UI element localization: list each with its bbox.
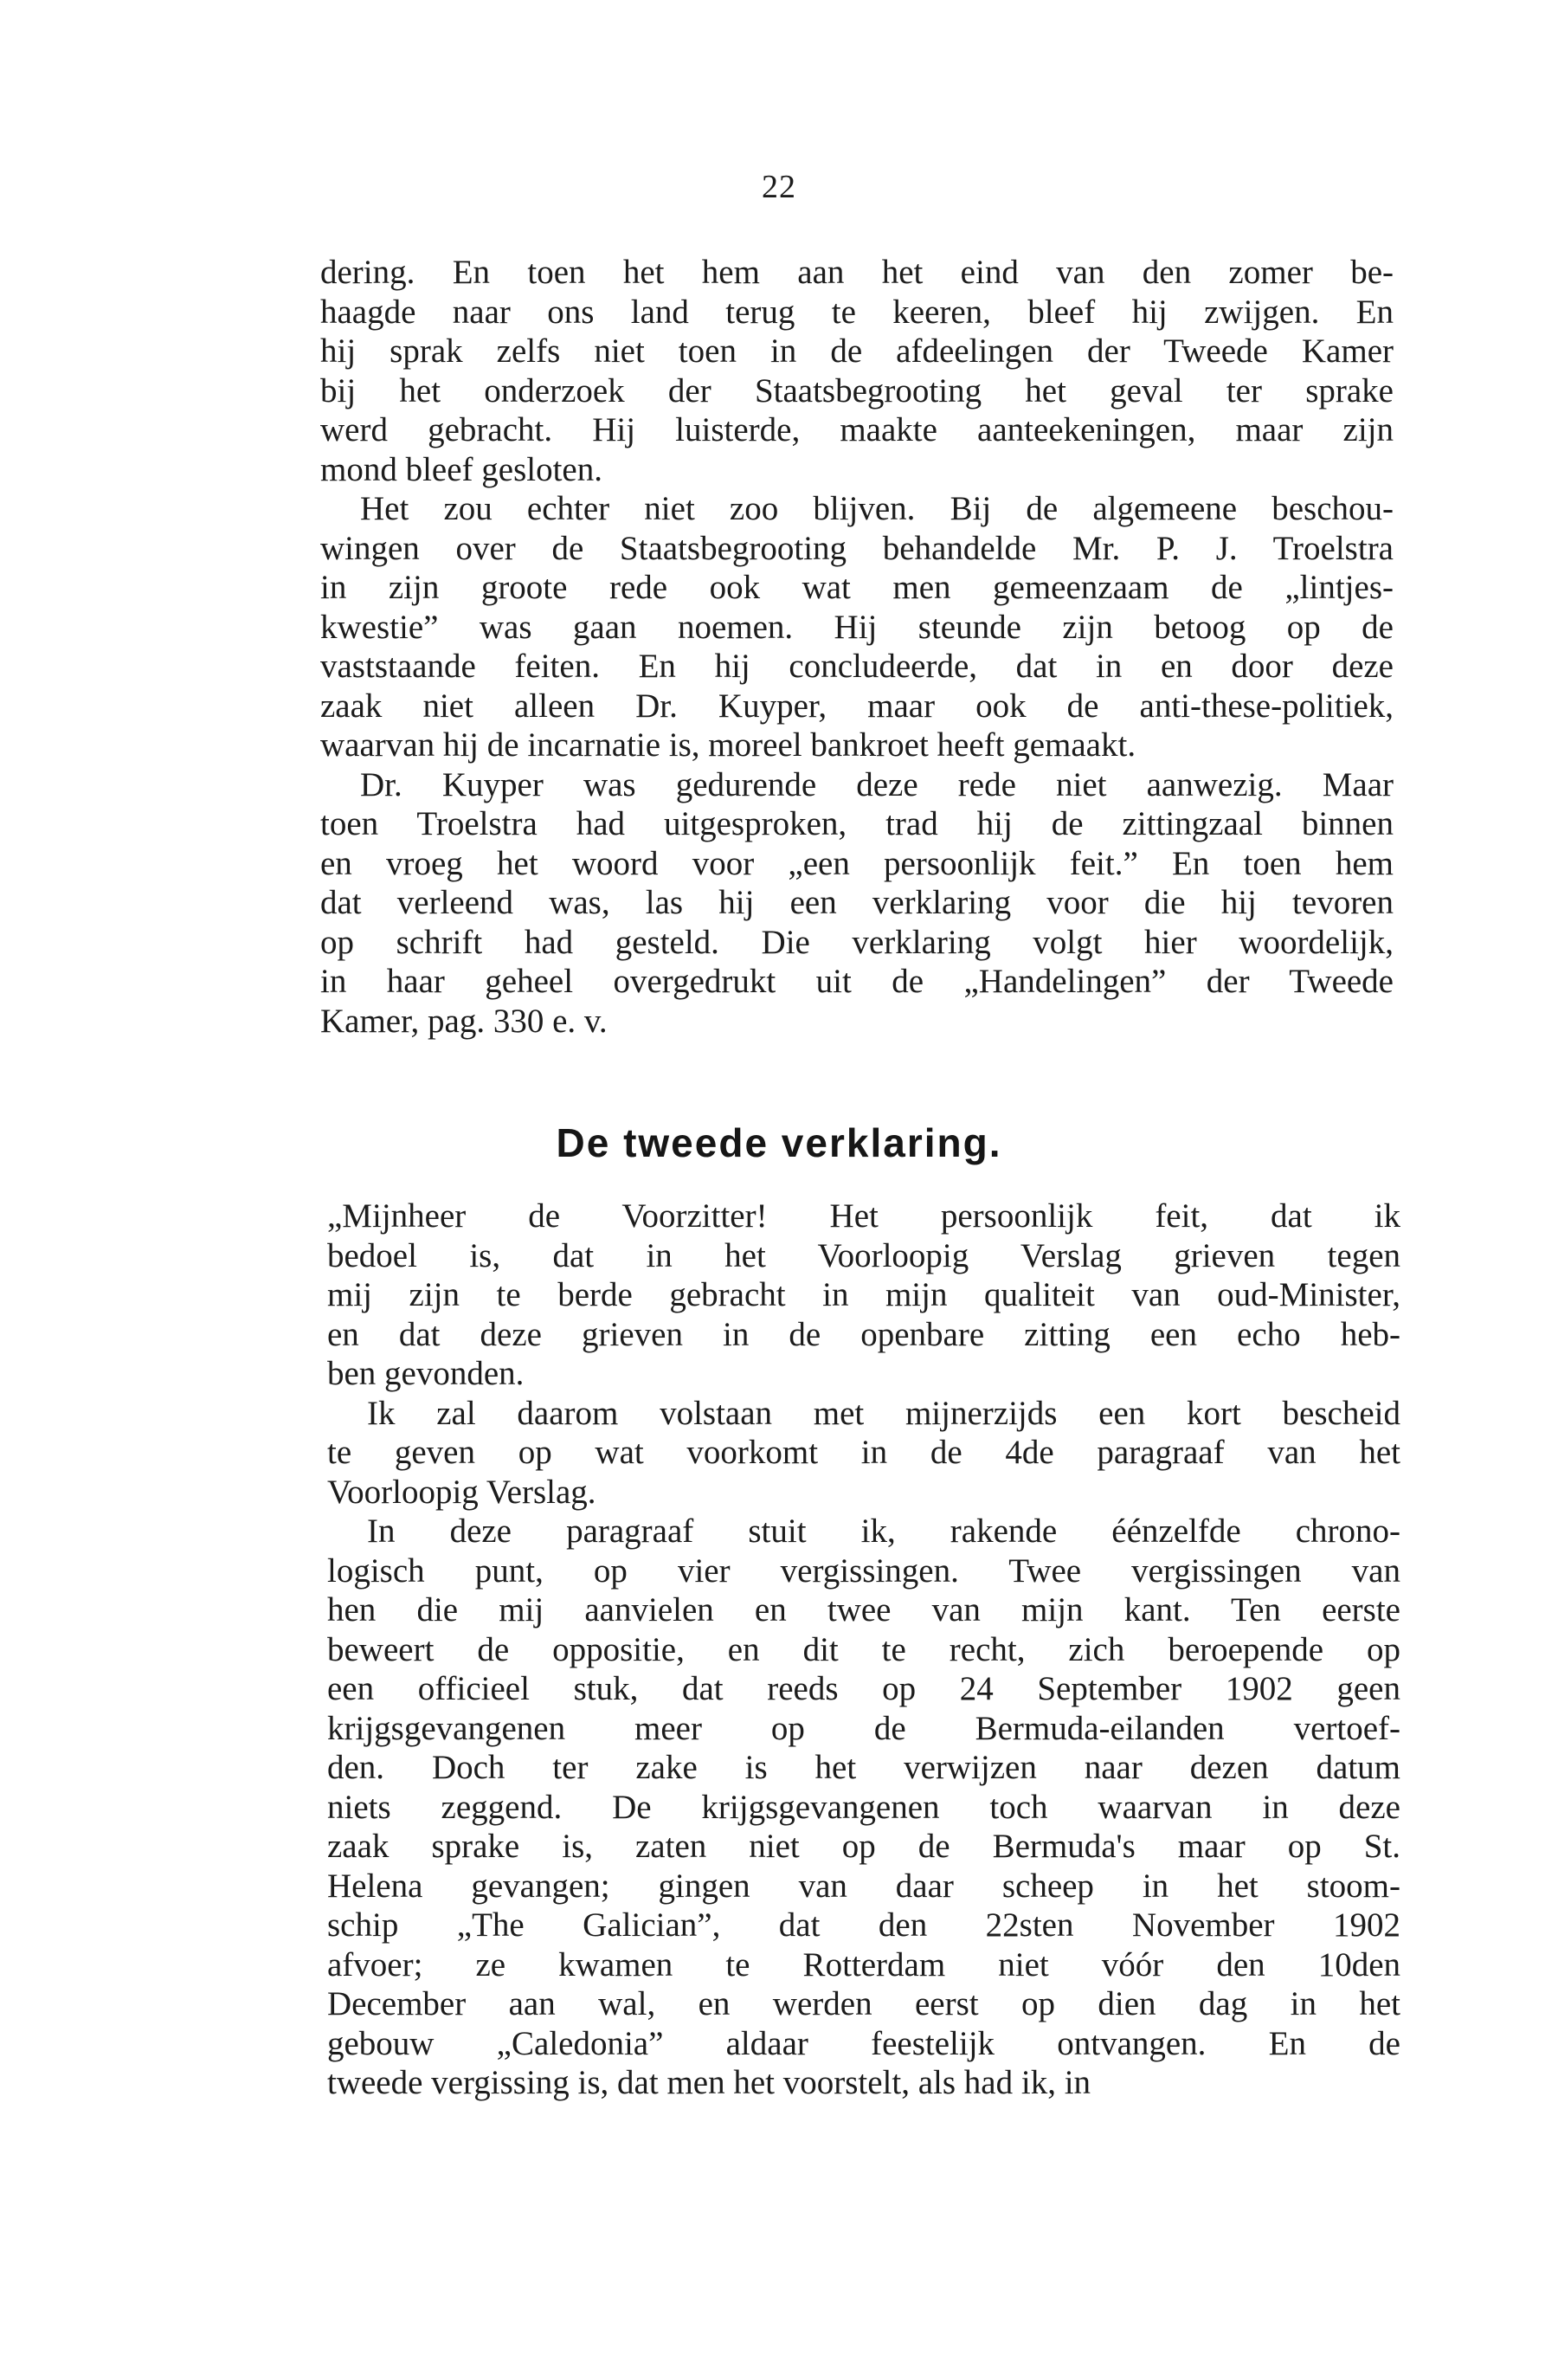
text-line: Helena gevangen; gingen van daar scheep in het stoom- [327, 1867, 1400, 1905]
text-line: en vroeg het woord voor „een persoonlijk feit.” En toen hem [320, 844, 1394, 882]
text-line: mij zijn te berde gebracht in mijn qualiteit van oud-Minister, [327, 1276, 1400, 1313]
text-line: dering. En toen het hem aan het eind van den zomer be- [320, 254, 1394, 291]
text-line: bij het onderzoek der Staatsbegrooting het geval ter sprake [320, 371, 1394, 410]
body-text-upper [320, 253, 1394, 1041]
text-line: Ik zal daarom volstaan met mijnerzijds een kort bescheid [367, 1394, 1400, 1432]
text-line: hij sprak zelfs niet toen in de afdeelingen der Tweede Kamer [320, 332, 1394, 370]
text-line: ben gevonden. [327, 1355, 525, 1392]
text-line: Kamer, pag. 330 e. v. [320, 1002, 608, 1040]
text-line: toen Troelstra had uitgesproken, trad hij de zittingzaal binnen [320, 805, 1394, 842]
page-number: 22 [762, 169, 796, 205]
section-heading: De tweede verklaring. [556, 1120, 1002, 1165]
text-line: hen die mij aanvielen en twee van mijn kant. Ten eerste [327, 1591, 1400, 1629]
text-line: zaak sprake is, zaten niet op de Bermuda's maar op St. [327, 1828, 1400, 1865]
text-line: den. Doch ter zake is het verwijzen naar dezen datum [327, 1749, 1400, 1786]
text-line: vaststaande feiten. En hij concludeerde, dat in en door deze [320, 648, 1394, 685]
text-line: In deze paragraaf stuit ik, rakende éénzelfde chrono- [367, 1512, 1400, 1550]
text-line: krijgsgevangenen meer op de Bermuda-eilanden vertoef- [327, 1709, 1400, 1747]
text-line: logisch punt, op vier vergissingen. Twee vergissingen van [327, 1551, 1400, 1590]
text-line: afvoer; ze kwamen te Rotterdam niet vóór den 10den [327, 1945, 1400, 1983]
text-line: dat verleend was, las hij een verklaring voor die hij tevoren [320, 884, 1394, 921]
text-line: niets zeggend. De krijgsgevangenen toch waarvan in deze [327, 1788, 1400, 1826]
text-line: December aan wal, en werden eerst op dien dag in het [327, 1985, 1400, 2022]
text-line: beweert de oppositie, en dit te recht, zich beroepende op [327, 1630, 1400, 1668]
text-line: Het zou echter niet zoo blijven. Bij de algemeene beschou- [360, 490, 1394, 527]
text-line: op schrift had gesteld. Die verklaring volgt hier woordelijk, [320, 923, 1394, 961]
text-line: een officieel stuk, dat reeds op 24 September 1902 geen [327, 1670, 1400, 1707]
text-line: werd gebracht. Hij luisterde, maakte aanteekeningen, maar zijn [320, 411, 1394, 448]
text-line: gebouw „Caledonia” aldaar feestelijk ontvangen. En de [327, 2024, 1400, 2062]
body-text-lower [327, 1196, 1400, 2103]
text-line: mond bleef gesloten. [320, 450, 602, 488]
text-line: in haar geheel overgedrukt uit de „Handelingen” der Tweede [320, 963, 1394, 1000]
text-line: schip „The Galician”, dat den 22sten November 1902 [327, 1906, 1400, 1944]
text-line: Dr. Kuyper was gedurende deze rede niet aanwezig. Maar [360, 765, 1394, 803]
text-line: bedoel is, dat in het Voorloopig Verslag grieven tegen [327, 1236, 1400, 1274]
text-line: en dat deze grieven in de openbare zitting een echo heb- [327, 1315, 1400, 1353]
text-line: waarvan hij de incarnatie is, moreel bankroet heeft gemaakt. [320, 726, 1136, 764]
text-line: wingen over de Staatsbegrooting behandelde Mr. P. J. Troelstra [320, 529, 1394, 567]
text-line: tweede vergissing is, dat men het voorstelt, als had ik, in [327, 2064, 1091, 2101]
text-line: Voorloopig Verslag. [327, 1473, 596, 1511]
text-line: in zijn groote rede ook wat men gemeenzaam de „lintjes- [320, 569, 1394, 606]
text-line: haagde naar ons land terug te keeren, bleef hij zwijgen. En [320, 293, 1394, 331]
text-line: „Mijnheer de Voorzitter! Het persoonlijk feit, dat ik [327, 1197, 1400, 1235]
text-line: te geven op wat voorkomt in de 4de paragraaf van het [327, 1434, 1400, 1471]
text-line: zaak niet alleen Dr. Kuyper, maar ook de anti-these-politiek, [320, 687, 1394, 725]
text-line: kwestie” was gaan noemen. Hij steunde zijn betoog op de [320, 608, 1394, 646]
